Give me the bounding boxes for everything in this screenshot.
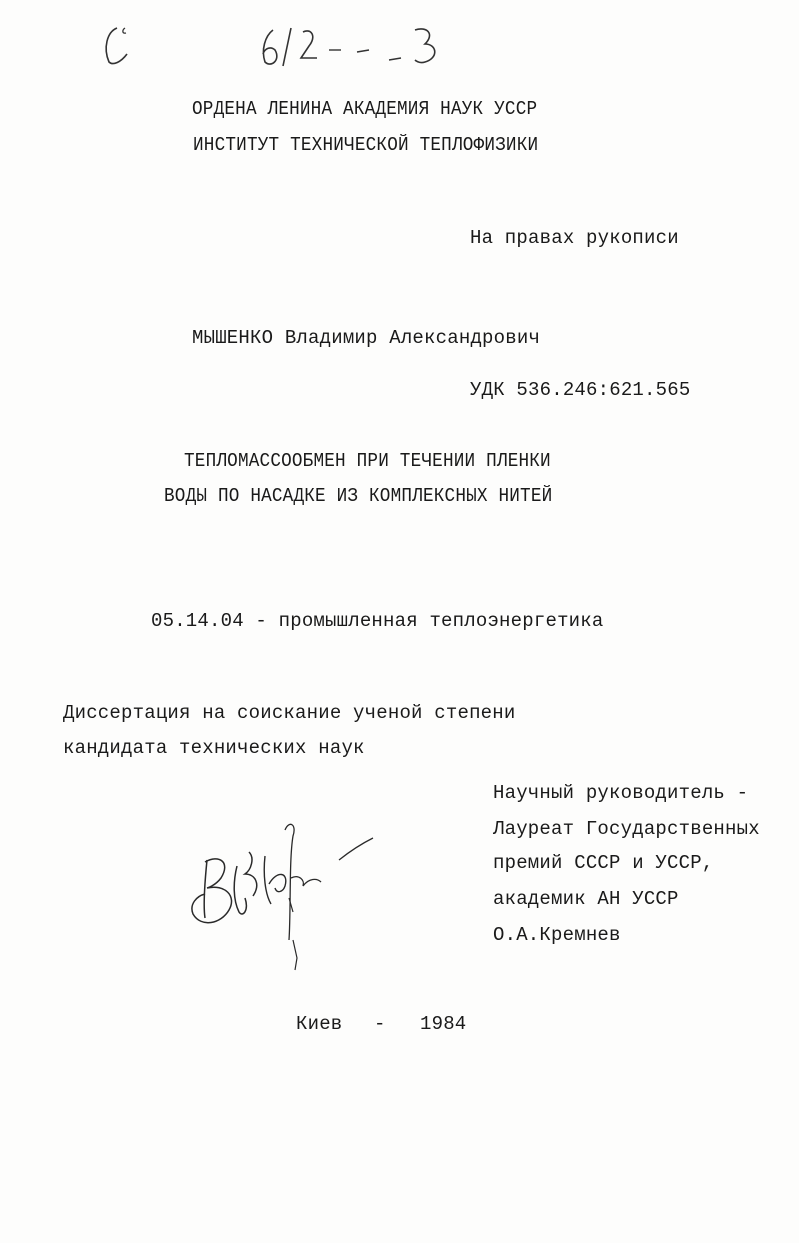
archive-mark: [95, 18, 465, 78]
signature: [185, 800, 385, 980]
title-line-2: ВОДЫ ПО НАСАДКЕ ИЗ КОМПЛЕКСНЫХ НИТЕЙ: [164, 485, 553, 507]
dissertation-line-2: кандидата технических наук: [63, 737, 365, 759]
manuscript-notice: На правах рукописи: [470, 227, 679, 249]
footer-city: Киев: [296, 1013, 343, 1035]
dissertation-line-1: Диссертация на соискание ученой степени: [63, 702, 516, 724]
supervisor-line-1: Научный руководитель -: [493, 782, 749, 804]
footer-year: 1984: [420, 1013, 467, 1035]
author-name: МЫШЕНКО Владимир Александрович: [192, 327, 541, 349]
footer-dash: -: [374, 1013, 386, 1035]
header-line-2: ИНСТИТУТ ТЕХНИЧЕСКОЙ ТЕПЛОФИЗИКИ: [193, 134, 539, 156]
title-line-1: ТЕПЛОМАССООБМЕН ПРИ ТЕЧЕНИИ ПЛЕНКИ: [184, 450, 551, 472]
supervisor-line-3: премий СССР и УССР,: [493, 852, 714, 874]
specialty-code: 05.14.04 - промышленная теплоэнергетика: [151, 610, 604, 632]
supervisor-name: О.А.Кремнев: [493, 924, 621, 946]
udc-code: УДК 536.246:621.565: [470, 379, 691, 401]
header-line-1: ОРДЕНА ЛЕНИНА АКАДЕМИЯ НАУК УССР: [192, 98, 538, 120]
supervisor-line-4: академик АН УССР: [493, 888, 679, 910]
supervisor-line-2: Лауреат Государственных: [493, 818, 760, 840]
